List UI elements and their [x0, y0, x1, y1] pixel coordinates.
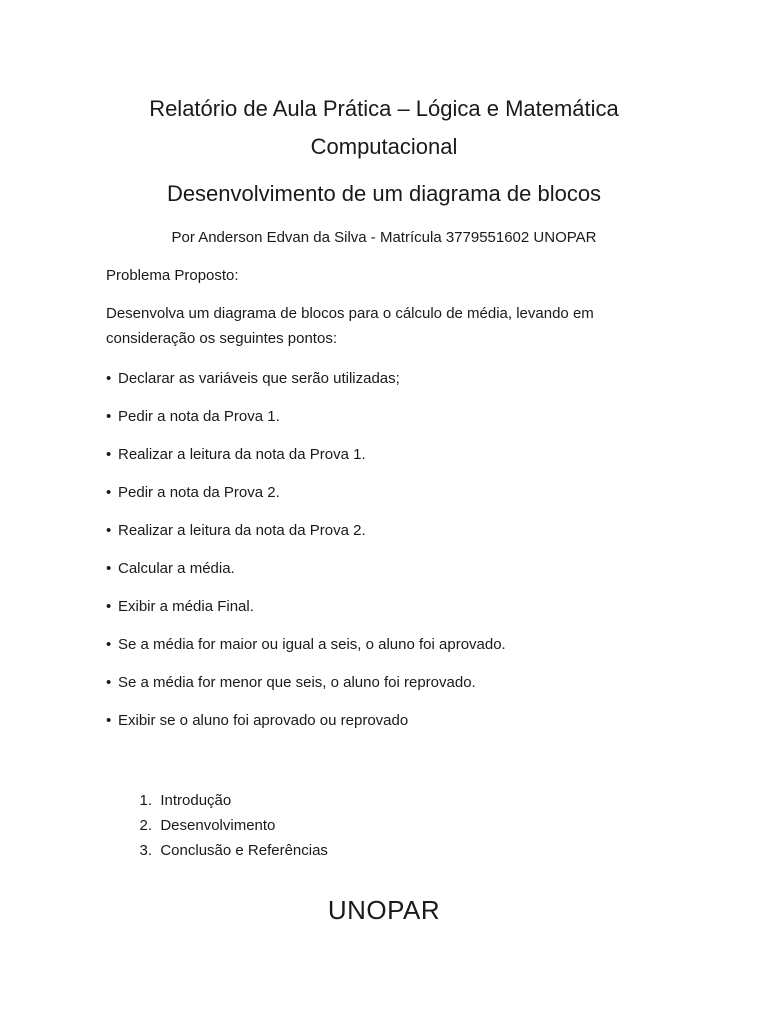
toc-item: [106, 838, 506, 863]
bullet-icon: •: [106, 598, 112, 615]
bullet-icon: •: [106, 636, 112, 653]
toc-item: [106, 813, 506, 838]
list-item: [106, 708, 686, 746]
list-item: [106, 404, 686, 442]
toc-item: [106, 788, 506, 813]
list-item: [106, 556, 686, 594]
toc-item-number: 3.: [139, 842, 152, 859]
table-of-contents: [106, 788, 506, 863]
bullet-icon: •: [106, 560, 112, 577]
bullet-icon: •: [106, 370, 112, 387]
requirements-list: [106, 366, 686, 746]
list-item-text: Exibir a média Final.: [118, 598, 254, 615]
problem-description: [106, 301, 666, 351]
bullet-icon: •: [106, 446, 112, 463]
toc-item-label: Desenvolvimento: [160, 817, 276, 834]
document-title-line-2: Computacional: [310, 134, 458, 159]
problem-label: Problema Proposto:: [106, 267, 239, 284]
problem-description-line-2: consideração os seguintes pontos:: [106, 330, 337, 347]
list-item: [106, 480, 686, 518]
document-title: [100, 90, 668, 166]
list-item-text: Se a média for maior ou igual a seis, o aluno foi aprovado.: [118, 636, 506, 653]
toc-item-label: Conclusão e Referências: [160, 842, 328, 859]
list-item-text: Pedir a nota da Prova 1.: [118, 408, 280, 425]
list-item-text: Realizar a leitura da nota da Prova 2.: [118, 522, 366, 539]
toc-item-label: Introdução: [160, 792, 232, 809]
document-subtitle: Desenvolvimento de um diagrama de blocos: [166, 181, 602, 206]
footer-institution: UNOPAR: [327, 895, 441, 925]
toc-item-number: 1.: [139, 792, 152, 809]
list-item: [106, 518, 686, 556]
list-item: [106, 442, 686, 480]
list-item-text: Exibir se o aluno foi aprovado ou reprovado: [118, 712, 409, 729]
list-item: [106, 632, 686, 670]
bullet-icon: •: [106, 408, 112, 425]
list-item: [106, 670, 686, 708]
list-item-text: Declarar as variáveis que serão utilizadas;: [118, 370, 400, 387]
list-item: [106, 366, 686, 404]
list-item-text: Pedir a nota da Prova 2.: [118, 484, 280, 501]
bullet-icon: •: [106, 712, 112, 729]
problem-description-line-1: Desenvolva um diagrama de blocos para o cálculo de média, levando em: [106, 305, 594, 322]
list-item: [106, 594, 686, 632]
list-item-text: Calcular a média.: [118, 560, 235, 577]
bullet-icon: •: [106, 674, 112, 691]
document-title-line-1: Relatório de Aula Prática – Lógica e Matemática: [149, 96, 619, 121]
bullet-icon: •: [106, 522, 112, 539]
list-item-text: Se a média for menor que seis, o aluno foi reprovado.: [118, 674, 476, 691]
toc-item-number: 2.: [139, 817, 152, 834]
author-line: Por Anderson Edvan da Silva - Matrícula 3779551602 UNOPAR: [171, 229, 597, 246]
bullet-icon: •: [106, 484, 112, 501]
list-item-text: Realizar a leitura da nota da Prova 1.: [118, 446, 366, 463]
